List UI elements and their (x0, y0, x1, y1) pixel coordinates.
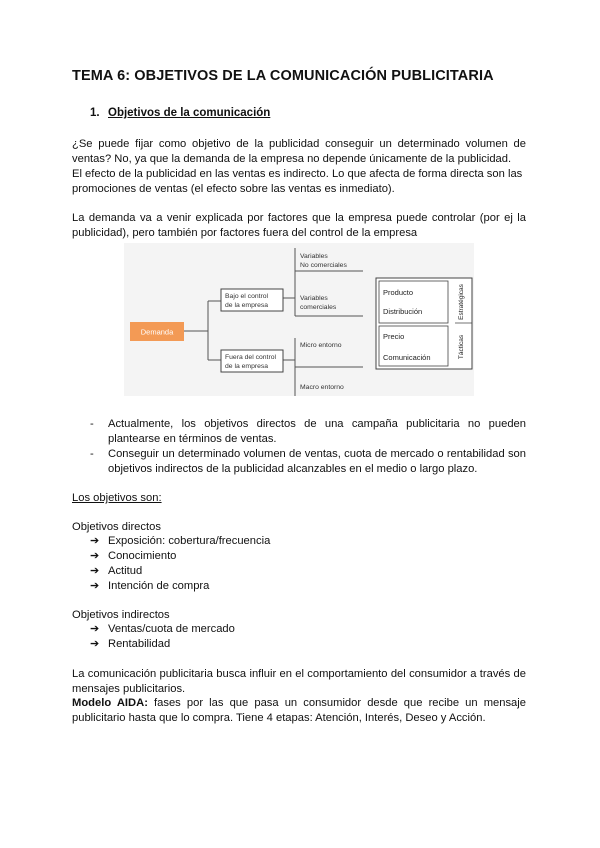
objetivos-heading: Los objetivos son: (72, 492, 162, 504)
section-title: Objetivos de la comunicación (108, 107, 271, 119)
page-title: TEMA 6: OBJETIVOS DE LA COMUNICACIÓN PUBLICITARIA (72, 68, 494, 84)
comunicacion-label: Comunicación (383, 353, 431, 362)
arrow-icon: ➔ (90, 623, 100, 635)
tacticas-label: Tácticas (458, 334, 465, 360)
arrow-icon: ➔ (90, 580, 100, 592)
list-item: ➔ Exposición: cobertura/frecuencia (90, 535, 271, 547)
micro-entorno-label: Micro entorno (300, 342, 342, 349)
fuera-control-label: Fuera del control de la empresa (225, 354, 277, 370)
paragraph-4: La comunicación publicitaria busca influir en el comportamiento del consumidor a través de mensajes publicitarios. (72, 668, 526, 695)
objetivos-indirectos-label: Objetivos indirectos (72, 609, 170, 621)
bajo-control-label: Bajo el control de la empresa (225, 293, 269, 309)
macro-entorno-label: Macro entorno (300, 384, 344, 391)
distribucion-label: Distribución (383, 307, 423, 316)
aida-text: fases por las que pasa un consumidor desde que recibe un mensaje publicitario hasta que lo compra. Tiene 4 etapas: Atención, Interés, Deseo y Acción. (72, 697, 526, 724)
demand-diagram (124, 243, 474, 396)
arrow-icon: ➔ (90, 550, 100, 562)
arrow-icon: ➔ (90, 565, 100, 577)
list-item: - Actualmente, los objetivos directos de una campaña publicitaria no pueden plantearse en términos de ventas. (90, 418, 526, 445)
section-number: 1. (90, 107, 100, 119)
section-heading (90, 107, 270, 119)
paragraph-2: El efecto de la publicidad en las ventas es indirecto. Lo que afecta de forma directa son las promociones de ventas (el efecto sobre las ventas es inmediato). (72, 168, 523, 195)
list-item: ➔ Conocimiento (90, 550, 177, 562)
arrow-icon: ➔ (90, 638, 100, 650)
list-item: - Conseguir un determinado volumen de ventas, cuota de mercado o rentabilidad son objetivos indirectos de la publicidad alcanzables en el medio o largo plazo. (90, 448, 526, 475)
arrow-icon: ➔ (90, 535, 100, 547)
variables-comerciales-label: Variables comerciales (300, 295, 337, 311)
objetivos-directos-label: Objetivos directos (72, 521, 161, 533)
variables-no-comerciales-label: Variables No comerciales (300, 253, 347, 269)
list-item: ➔ Intención de compra (90, 580, 210, 592)
list-item: ➔ Rentabilidad (90, 638, 171, 650)
list-item: ➔ Ventas/cuota de mercado (90, 623, 235, 635)
aida-paragraph (72, 696, 526, 726)
estrategicas-label: Estratégicas (458, 284, 465, 320)
paragraph-3: La demanda va a venir explicada por factores que la empresa puede controlar (por ej la publicidad), pero también por factores fuera del control de la empresa (72, 212, 526, 239)
producto-label: Producto (383, 288, 414, 297)
paragraph-1: ¿Se puede fijar como objetivo de la publicidad conseguir un determinado volumen de ventas? No, ya que la demanda de la empresa no depende únicamente de la publicidad. (72, 138, 526, 165)
demanda-label: Demanda (140, 327, 174, 337)
precio-label: Precio (383, 332, 405, 341)
list-item: ➔ Actitud (90, 565, 143, 577)
aida-label: Modelo AIDA: (72, 697, 148, 709)
